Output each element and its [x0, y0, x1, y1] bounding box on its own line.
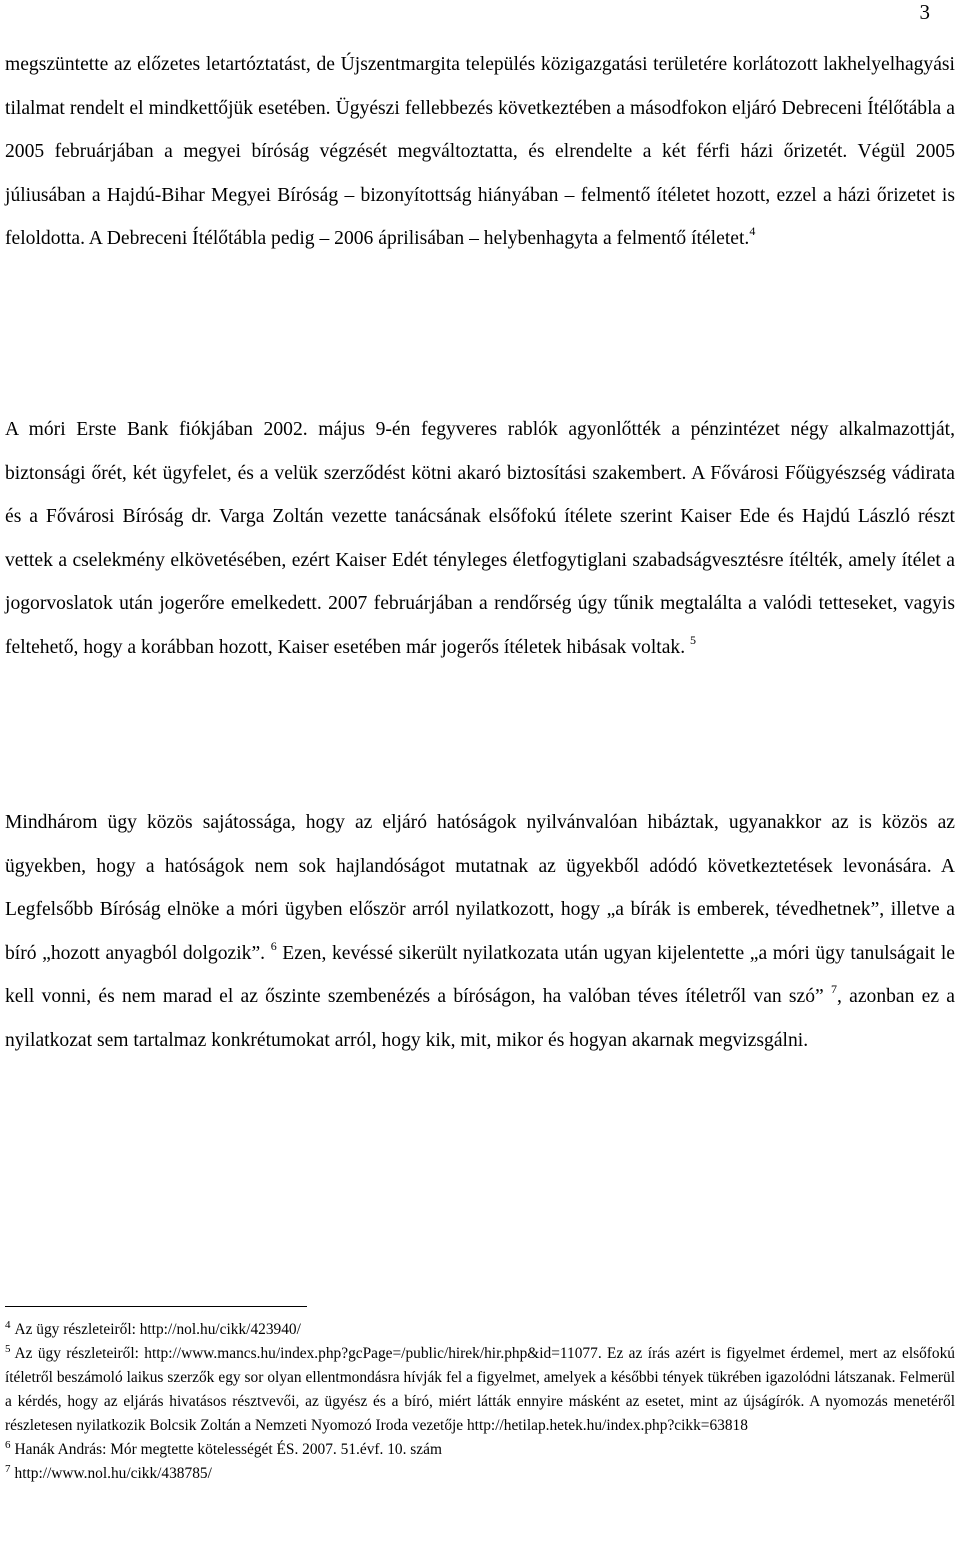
footnote-text: http://www.nol.hu/cikk/438785/: [14, 1465, 212, 1482]
footnote-6: [5, 1438, 955, 1462]
paragraph-3-text-c: , azonban ez a nyilatkozat sem tartalmaz konkrétumokat arról, hogy kik, mit, mikor és hogyan akarnak megvizsgálni.: [5, 986, 955, 1051]
footnote-ref-4[interactable]: 4: [749, 224, 756, 238]
footnote-5: [5, 1342, 955, 1438]
footnote-7: [5, 1462, 955, 1486]
paragraph-1: [5, 43, 955, 261]
paragraph-2: [5, 408, 955, 669]
footnote-text: Az ügy részleteiről: http://www.mancs.hu/index.php?gcPage=/public/hirek/hir.php&id=11077. Ez az írás azért is figyelmet érdemel, mert az elsőfokú ítéletről beszámoló laikus szerzők egy sor olyan ellentmondásra hívják fel a figyelmet, amelyek a későbbi tények tükrében igazolódni látszanak. Felmerül a kérdés, hogy az eljárás hivatásos résztvevői, az ügyész és a bíró, miért látták ennyire másként az esetet, mint az újságírók. A nyomozás menetéről részletesen nyilatkozik Bolcsik Zoltán a Nemzeti Nyomozó Iroda vezetője http://hetilap.hetek.hu/index.php?cikk=63818: [5, 1345, 955, 1434]
footnote-ref-5[interactable]: 5: [690, 632, 697, 647]
footnote-number: 5: [5, 1343, 11, 1355]
footnote-text: Az ügy részleteiről: http://nol.hu/cikk/423940/: [14, 1321, 301, 1338]
paragraph-3: [5, 801, 955, 1062]
footnote-ref-7[interactable]: 7: [831, 982, 837, 996]
footnotes: [5, 1318, 955, 1486]
footnote-ref-6[interactable]: 6: [270, 938, 277, 953]
footnote-text: Hanák András: Mór megtette kötelességét ÉS. 2007. 51.évf. 10. szám: [14, 1441, 442, 1458]
paragraph-3-text-a: Mindhárom ügy közös sajátossága, hogy az eljáró hatóságok nyilvánvalóan hibáztak, ugyanakkor az is közös az ügyekben, hogy a hatóságok nem sok hajlandóságot mutatnak az ügyekből adódó következtetések levonására. A Legfelsőbb Bíróság elnöke a móri ügyben először arról nyilatkozott, hogy „a bírák is emberek, tévedhetnek”, illetve a bíró „hozott anyagból dolgozik”.: [5, 812, 955, 964]
paragraph-1-text: megszüntette az előzetes letartóztatást, de Újszentmargita település közigazgatási területére korlátozott lakhelyelhagyási tilalmat rendelt el mindkettőjük esetében. Ügyészi fellebbezés következtében a másodfokon eljáró Debreceni Ítélőtábla a 2005 februárjában a megyei bíróság végzését megváltoztatta, és elrendelte a két férfi házi őrizetét. Végül 2005 júliusában a Hajdú-Bihar Megyei Bíróság – bizonyítottság hiányában – felmentő ítéletet hozott, ezzel a házi őrizetet is feloldotta. A Debreceni Ítélőtábla pedig – 2006 áprilisában – helybenhagyta a felmentő ítéletet.: [5, 54, 955, 249]
footnote-number: 6: [5, 1439, 11, 1451]
paragraph-3-text-b: Ezen, kevéssé sikerült nyilatkozata után ugyan kijelentette „a móri ügy tanulságait le kell vonni, és nem marad el az őszinte szembenézés a bíróságon, ha valóban téves ítéletről van szó”: [5, 942, 956, 1007]
page-number: 3: [919, 0, 930, 24]
footnote-4: [5, 1318, 955, 1342]
paragraph-2-text: A móri Erste Bank fiókjában 2002. május 9-én fegyveres rablók agyonlőtték a pénzintézet négy alkalmazottját, biztonsági őrét, két ügyfelet, és a velük szerződést kötni akaró biztosítási szakembert. A Fővárosi Főügyészség vádirata és a Fővárosi Bíróság dr. Varga Zoltán vezette tanácsának elsőfokú ítélete szerint Kaiser Ede és Hajdú László részt vettek a cselekmény elkövetésében, ezért Kaiser Edét tényleges életfogytiglani szabadságvesztésre ítélték, amely ítélet a jogorvoslatok után jogerőre emelkedett. 2007 februárjában a rendőrség úgy tűnik megtalálta a valódi tetteseket, vagyis feltehető, hogy a korábban hozott, Kaiser esetében már jogerős ítéletek hibásak voltak.: [5, 419, 955, 658]
footnote-number: 7: [5, 1463, 11, 1475]
footnote-number: 4: [5, 1319, 11, 1331]
footnote-separator: [5, 1306, 307, 1307]
